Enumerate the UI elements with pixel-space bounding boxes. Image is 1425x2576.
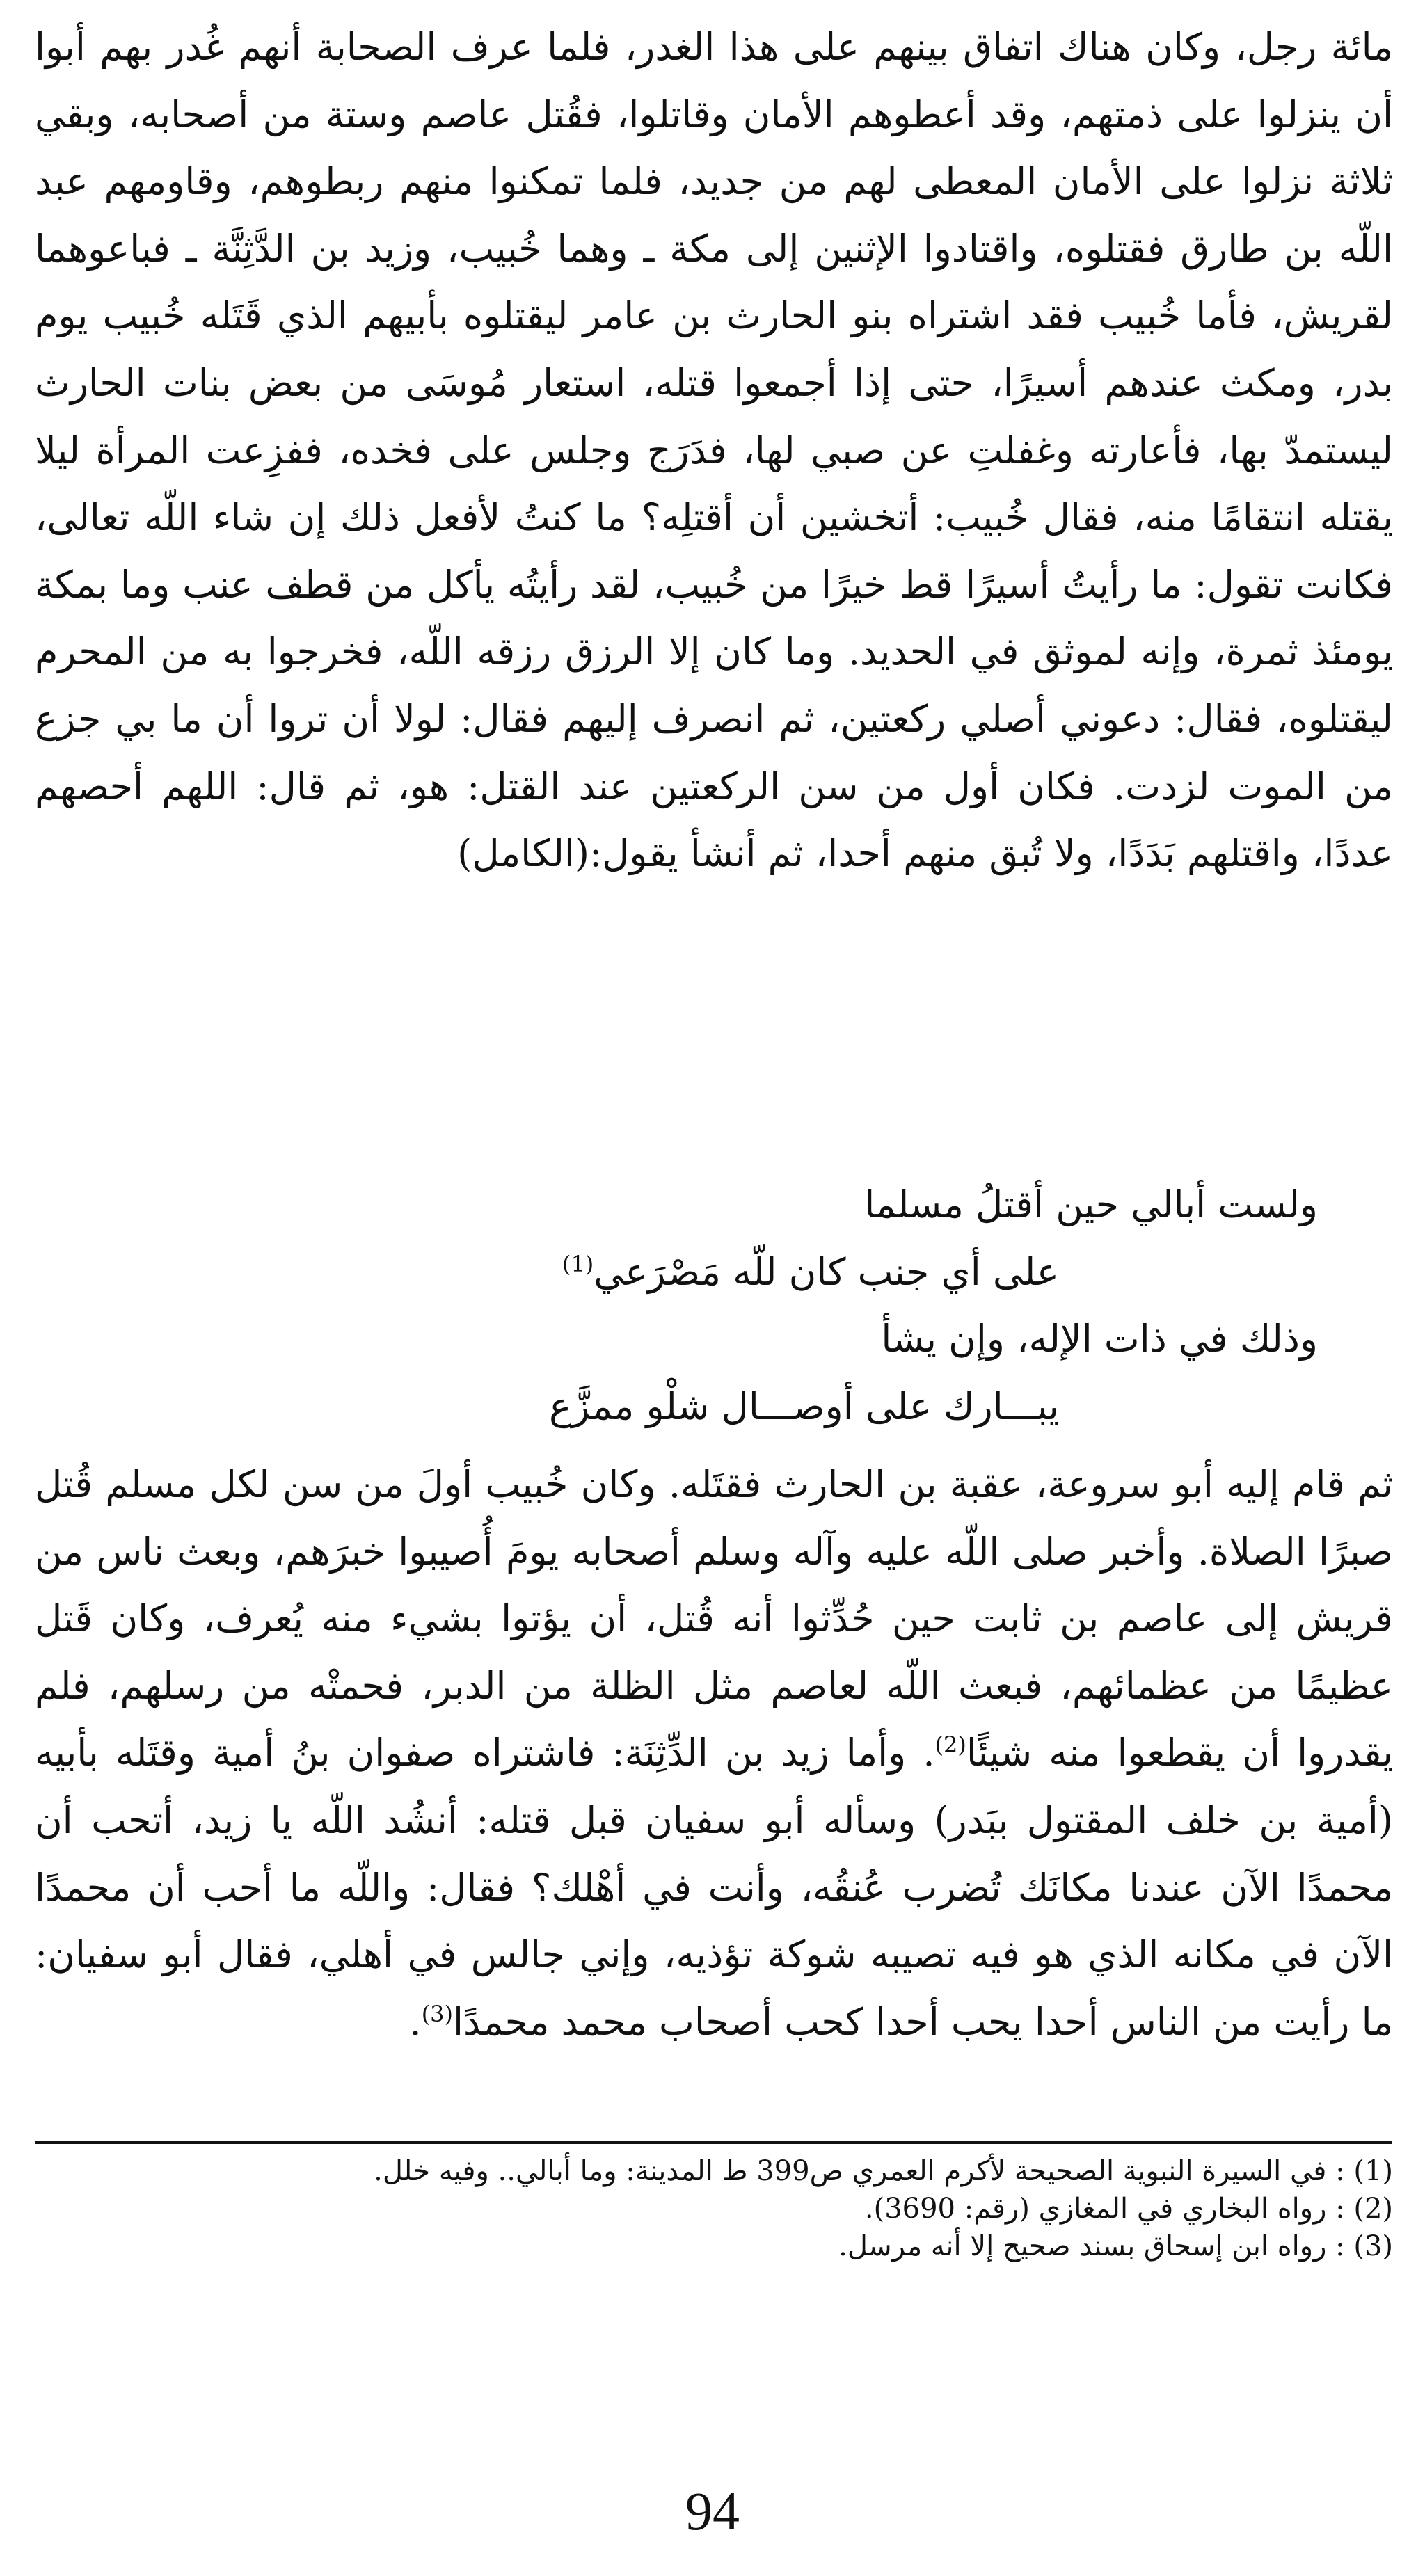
footnote-3: (3) : رواه ابن إسحاق بسند صحيح إلا أنه مرسل. <box>838 2230 1393 2262</box>
main-text-bottom <box>35 1451 1393 2056</box>
page-number: 94 <box>685 2481 740 2541</box>
footnote-1: (1) : في السيرة النبوية الصحيحة لأكرم العمري ص399 ط المدينة: وما أبالي.. وفيه خلل. <box>374 2155 1393 2187</box>
poem-line-1: ولست أبالي حين أقتلُ مسلما <box>864 1183 1318 1226</box>
footnote-ref-2[interactable]: (2) <box>934 1731 966 1759</box>
paragraph-zayd-story: ثم قام إليه أبو سروعة، عقبة بن الحارث فقتَله. وكان خُبيب أولَ من سن لكل مسلم قُتل صبرًا الصلاة. وأخبر صلى اللّه عليه وآله وسلم أصحابه يومَ أُصيبوا خبرَهم، وبعث ناس من قريش إلى عاصم بن ثابت حين حُدِّثوا أنه قُتل، أن يؤتوا بشيء منه يُعرف، وكان قَتل عظيمًا من عظمائهم، فبعث اللّه لعاصم مثل الظلة من الدبر، فحمتْه من رسلهم، فلم يقدروا أن يقطعوا منه شيئًا$^{(2)}$. وأما زيد بن الدِّثِنَة: فاشتراه صفوان بنُ أمية وقتَله بأبيه (أمية بن خلف المقتول ببَدر) وسأله أبو سفيان قبل قتله: أنشُد اللّه يا زيد، أتحب أن محمدًا الآن عندنا مكانَك تُضرب عُنقُه، وأنت في أهْلك؟ فقال: واللّه ما أحب أن محمدًا الآن في مكانه الذي هو فيه تصيبه شوكة تؤذيه، وإني جالس في أهلي، فقال أبو سفيان: ما رأيت من الناس أحدا يحب أحدا كحب أصحاب محمد محمدًا$^{(3)}$. <box>35 1462 1393 2044</box>
poem-line-3: وذلك في ذات الإله، وإن يشأ <box>881 1317 1318 1361</box>
paragraph-khubayb-story: مائة رجل، وكان هناك اتفاق بينهم على هذا الغدر، فلما عرف الصحابة أنهم غُدر بهم أبوا أن ينزلوا على ذمتهم، وقد أعطوهم الأمان وقاتلوا، فقُتل عاصم وستة من أصحابه، وبقي ثلاثة نزلوا على الأمان المعطى لهم من جديد، فلما تمكنوا منهم ربطوهم، وقاومهم عبد اللّه بن طارق فقتلوه، واقتادوا الإثنين إلى مكة ـ وهما خُبيب، وزيد بن الدَّثِنَّة ـ فباعوهما لقريش، فأما خُبيب فقد اشتراه بنو الحارث بن عامر ليقتلوه بأبيهم الذي قَتَله خُبيب يوم بدر، ومكث عندهم أسيرًا، حتى إذا أجمعوا قتله، استعار مُوسَى من بعض بنات الحارث ليستمدّ بها، فأعارته وغفلتِ عن صبي لها، فدَرَج وجلس على فخده، ففزِعت المرأة ليلا يقتله انتقامًا منه، فقال خُبيب: أتخشين أن أقتلِه؟ ما كنتُ لأفعل ذلك إن شاء اللّه تعالى، فكانت تقول: ما رأيتُ أسيرًا قط خيرًا من خُبيب، لقد رأيتُه يأكل من قطف عنب وما بمكة يومئذ ثمرة، وإنه لموثق في الحديد. وما كان إلا الرزق رزقه اللّه، فخرجوا به من المحرم ليقتلوه، فقال: دعوني أصلي ركعتين، ثم انصرف إليهم فقال: لولا أن تروا أن ما بي جزع من الموت لزدت. فكان أول من سن الركعتين عند القتل: هو، ثم قال: اللهم أحصهم عددًا، واقتلهم بَدَدًا، ولا تُبق منهم أحدا، ثم أنشأ يقول:(الكامل) <box>35 25 1394 876</box>
footnotes <box>35 2152 1393 2265</box>
poem-line-2: على أي جنب كان للّه مَصْرَعي$^{(1)}$ <box>562 1250 1059 1294</box>
footnote-divider <box>35 2141 1392 2144</box>
main-text-top <box>35 14 1393 888</box>
footnote-ref-1[interactable]: (1) <box>562 1251 594 1277</box>
footnote-2: (2) : رواه البخاري في المغازي (رقم: 3690). <box>864 2193 1393 2225</box>
footnote-ref-3[interactable]: (3) <box>421 2000 454 2027</box>
poem-line-4: يبـــارك على أوصـــال شلْو ممزَّع <box>549 1384 1059 1428</box>
